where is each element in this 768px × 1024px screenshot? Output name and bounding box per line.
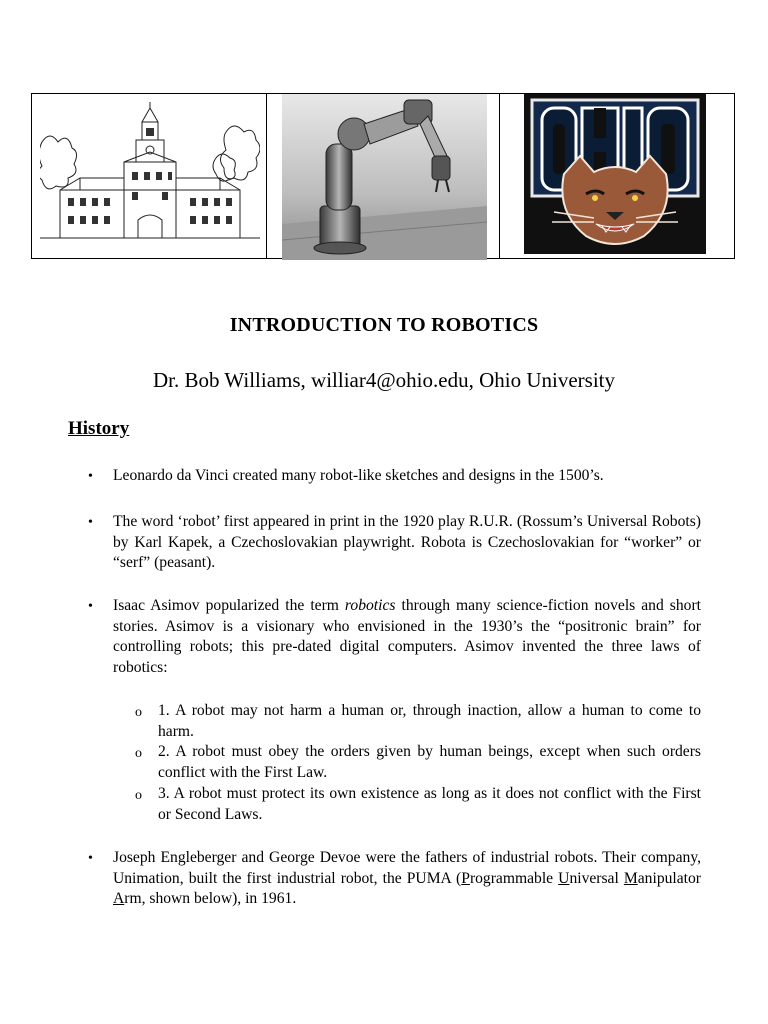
puma-text: anipulator: [637, 869, 701, 887]
header-cell-building: [32, 94, 267, 258]
law-item: 2. A robot must obey the orders given by human beings, except when such orders conflict with the First Law.: [158, 743, 701, 781]
campus-building-sketch: [40, 102, 260, 242]
page-title: INTRODUCTION TO ROBOTICS: [229, 314, 539, 336]
asimov-term-robotics: robotics: [344, 597, 396, 614]
header-image-table: [31, 93, 735, 259]
section-heading-history: History: [68, 418, 130, 439]
author-byline: Dr. Bob Williams, williar4@ohio.edu, Ohio University: [153, 368, 615, 392]
sub-bullet-marker: o: [135, 788, 142, 803]
puma-letter-u: U: [558, 869, 570, 887]
puma-letter-p: P: [461, 869, 470, 887]
bullet-marker: •: [88, 469, 93, 484]
history-item-asimov: [113, 596, 701, 678]
puma-letter-a: A: [113, 890, 125, 907]
puma-letter-m: M: [623, 869, 638, 887]
puma-robot-arm-photo: [282, 94, 487, 260]
bullet-marker: •: [88, 599, 93, 614]
puma-text: rogrammable: [469, 869, 559, 887]
asimov-text-end: through many science-fiction novels and short stories. Asimov is a visionary who envisioned in the 1930’s the “positronic brain” for controlling robots; this pre-dated digital computers. Asimov invented the three laws of robotics:: [113, 597, 701, 676]
header-cell-logo: [500, 94, 734, 258]
sub-bullet-marker: o: [135, 705, 142, 720]
bullet-marker: •: [88, 515, 93, 530]
bullet-marker: •: [88, 851, 93, 866]
history-item-engleberger: [113, 848, 701, 910]
asimov-text-start: Isaac Asimov popularized the term: [113, 597, 345, 614]
history-item-robot-word: The word ‘robot’ first appeared in print in the 1920 play R.U.R. (Rossum’s Universal Robots) by Karl Kapek, a Czechoslovakian playwright. Robota is Czechoslovakian for “worker” or “serf” (peasant).: [113, 513, 701, 571]
puma-text: rm, shown below), in 1961.: [124, 890, 297, 907]
header-cell-robot: [267, 94, 500, 258]
sub-bullet-marker: o: [135, 746, 142, 761]
puma-text: Joseph Engleberger and George Devoe were the fathers of industrial robots. Their company, Unimation, built the first industrial robot, the PUMA (: [113, 849, 701, 887]
puma-text: niversal: [569, 869, 624, 887]
history-item-da-vinci: Leonardo da Vinci created many robot-like sketches and designs in the 1500’s.: [113, 467, 604, 484]
law-item: 3. A robot must protect its own existence as long as it does not conflict with the First or Second Laws.: [158, 785, 701, 823]
law-item: 1. A robot may not harm a human or, through inaction, allow a human to come to harm.: [158, 702, 701, 740]
ohio-bobcat-logo: [524, 94, 706, 254]
